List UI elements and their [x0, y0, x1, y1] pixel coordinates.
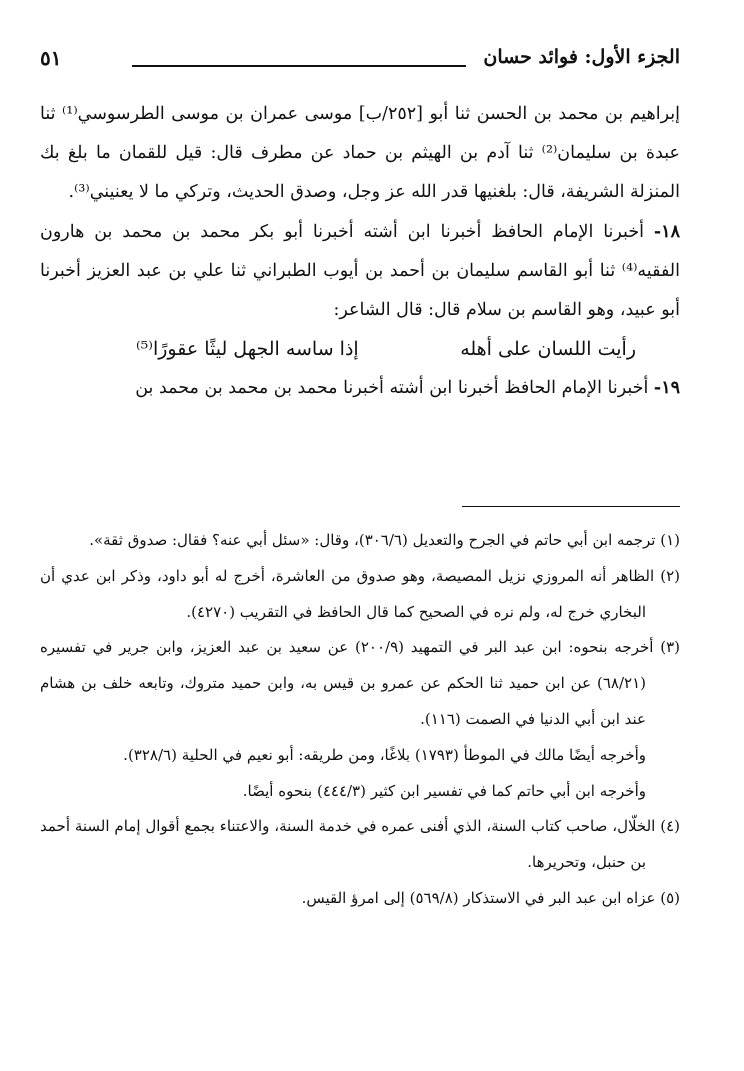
footnote-4: (٤) الخلّال، صاحب كتاب السنة، الذي أفنى عمره في خدمة السنة، والاعتناء بجمع أقوال إمام السنة أحمد بن حنبل، وتحريرها.	[40, 817, 680, 872]
poetry-verse	[40, 330, 680, 369]
footnote-3: (٣) أخرجه بنحوه: ابن عبد البر في التمهيد (٢٠٠/٩) عن سعيد بن عبد العزيز، وابن جرير في تفسيره (٦٨/٢١) عن ابن حميد ثنا الحكم عن عمرو بن قيس به، وابن حميد متروك، وتابعه خلف بن هشام عند ابن أبي الدنيا في الصمت (١١٦).	[40, 638, 681, 728]
page-number: ٥١	[40, 46, 62, 70]
header-rule	[132, 65, 466, 67]
footnote-1: (١) ترجمه ابن أبي حاتم في الجرح والتعديل (٣٠٦/٦)، وقال: «سئل أبي عنه؟ فقال: صدوق ثقة».	[89, 531, 680, 549]
running-header	[40, 40, 680, 80]
verse-first-hemistich: رأيت اللسان على أهله	[460, 338, 636, 361]
footnote-3-continuation-1: وأخرجه أيضًا مالك في الموطأ (١٧٩٣) بلاغًا، ومن طريقه: أبو نعيم في الحلية (٣٢٨/٦).	[123, 745, 646, 764]
hadith-number-18: ١٨-	[653, 221, 680, 242]
paragraph-hadith-18	[40, 213, 680, 331]
hadith-18-text: أخبرنا الإمام الحافظ أخبرنا ابن أشته أخبرنا أبو بكر محمد بن محمد بن هارون الفقيه⁽⁴⁾ ثنا أبو القاسم سليمان بن أحمد بن أيوب الطبراني ثنا علي بن عبد العزيز أخبرنا أبو عبيد، وهو القاسم بن سلام قال: قال الشاعر:	[40, 221, 680, 321]
footnote-separator	[462, 506, 680, 507]
paragraph-isnad-luqman: إبراهيم بن محمد بن الحسن ثنا أبو [٢٥٢/ب] موسى عمران بن موسى الطرسوسي⁽¹⁾ ثنا عبدة بن سليمان⁽²⁾ ثنا آدم بن الهيثم بن حماد عن مطرف قال: قيل للقمان ما بلغ بك المنزلة الشريفة، قال: بلغنيها قدر الله عز وجل، وصدق الحديث، وتركي ما لا يعنيني⁽³⁾.	[40, 104, 680, 203]
hadith-number-19: ١٩-	[653, 378, 680, 399]
header-title: الجزء الأول: فوائد حسان	[483, 46, 680, 68]
paragraph-hadith-19	[40, 369, 680, 408]
main-text	[40, 95, 680, 409]
verse-second-hemistich: إذا ساسه الجهل ليثًا عقورًا⁽⁵⁾	[136, 338, 359, 361]
footnote-5: (٥) عزاه ابن عبد البر في الاستذكار (٥٦٩/٨) إلى امرؤ القيس.	[301, 888, 680, 907]
footnote-3-continuation-2: وأخرجه ابن أبي حاتم كما في تفسير ابن كثير (٤٤٤/٣) بنحوه أيضًا.	[242, 781, 646, 800]
footnotes	[40, 523, 680, 917]
footnote-2: (٢) الظاهر أنه المروزي نزيل المصيصة، وهو صدوق من العاشرة، أخرج له أبو داود، وذكر ابن عدي أن البخاري خرج له، ولم نره في الصحيح كما قال الحافظ في التقريب (٤٢٧٠).	[40, 566, 680, 621]
hadith-19-text: أخبرنا الإمام الحافظ أخبرنا ابن أشته أخبرنا محمد بن محمد بن محمد بن	[135, 378, 649, 399]
